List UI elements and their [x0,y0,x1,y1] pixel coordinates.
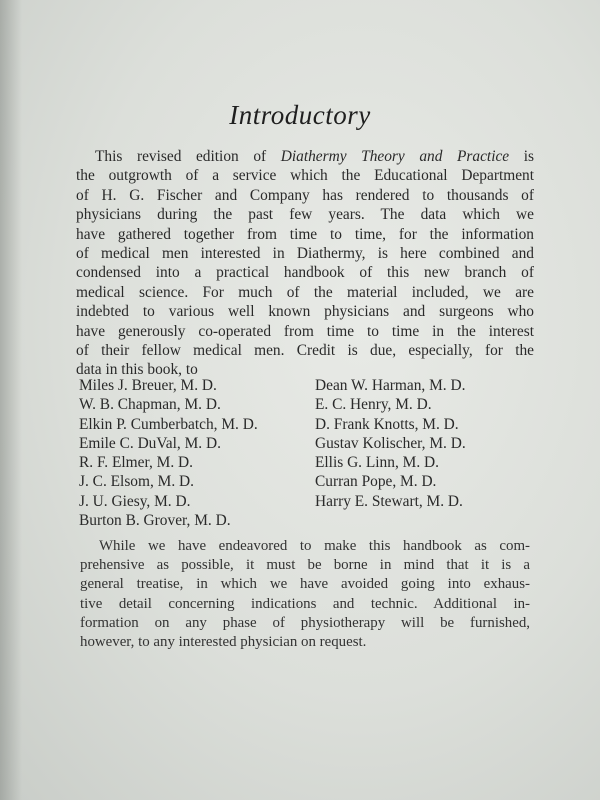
credit-name: J. U. Giesy, M. D. [79,492,191,510]
intro-line: indebted to various well known physicians and surgeons who [76,303,534,321]
credit-name: Dean W. Harman, M. D. [315,377,466,394]
intro-line: physicians during the past few years. The data which we [76,206,534,224]
intro-line: of medical men interested in Diathermy, is here combined and [76,245,534,263]
closing-line: While we have endeavored to make this handbook as com- [99,538,530,554]
intro-line: data in this book, to [76,361,198,379]
intro-text: This revised edition of [95,148,281,165]
credits-list-right [315,376,466,511]
credit-name: R. F. Elmer, M. D. [79,454,194,472]
closing-line: tive detail concerning indications and technic. Additional in- [80,595,530,612]
credit-name: Miles J. Breuer, M. D. [79,377,217,394]
book-title: Diathermy Theory and Practice [280,148,510,165]
credit-name: Curran Pope, M. D. [315,473,437,491]
credit-name: Ellis G. Linn, M. D. [315,454,439,472]
credit-name: Emile C. DuVal, M. D. [79,434,221,452]
closing-line: prehensive as possible, it must be borne in mind that it is a [80,557,530,574]
closing-line: formation on any phase of physiotherapy will be furnished, [80,614,530,631]
intro-line [76,147,534,166]
intro-line: have gathered together from time to time, for the information [76,225,534,243]
closing-line: general treatise, in which we have avoided going into exhaus- [80,576,530,593]
intro-line: have generously co-operated from time to time in the interest [76,322,534,340]
credit-name: Gustav Kolischer, M. D. [315,434,466,452]
intro-line: condensed into a practical handbook of this new branch of [76,264,534,282]
intro-line: medical science. For much of the material included, we are [76,283,534,301]
credit-name: J. C. Elsom, M. D. [79,473,195,491]
intro-paragraph [76,147,534,380]
credit-name: W. B. Chapman, M. D. [79,396,221,414]
closing-paragraph [80,537,530,652]
intro-text: is [509,148,534,165]
credit-name: Elkin P. Cumberbatch, M. D. [79,415,258,433]
closing-line: however, to any interested physician on request. [80,634,367,651]
intro-line: of H. G. Fischer and Company has rendered to thousands of [76,186,534,204]
credit-name: D. Frank Knotts, M. D. [315,415,459,433]
credit-name: E. C. Henry, M. D. [315,396,432,414]
intro-line: the outgrowth of a service which the Educational Department [76,167,534,185]
page-title: Introductory [229,100,371,130]
credit-name: Burton B. Grover, M. D. [79,512,231,530]
credits-list-left [79,376,258,530]
intro-line: of their fellow medical men. Credit is due, especially, for the [76,342,534,360]
credit-name: Harry E. Stewart, M. D. [315,492,463,510]
